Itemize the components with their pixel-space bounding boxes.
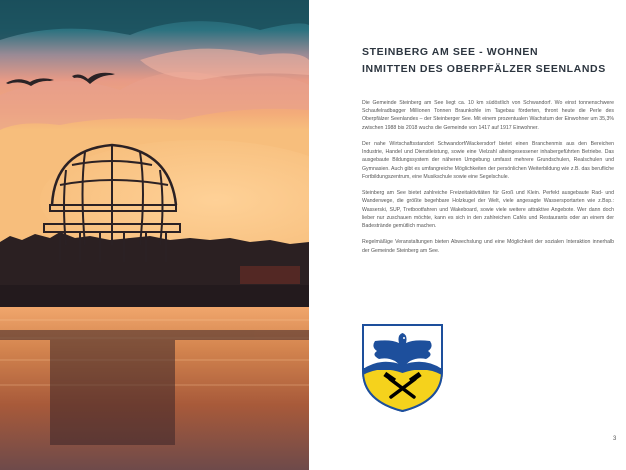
title-line-2: INMITTEN DES OBERPFÄLZER SEENLANDS bbox=[362, 63, 606, 75]
text-page bbox=[309, 0, 626, 470]
paragraph: Regelmäßige Veranstaltungen bieten Abwechslung und eine Möglichkeit der sozialen Interaktion innerhalb der Gemeinde Steinberg am See. bbox=[362, 239, 614, 254]
title-line-1: STEINBERG AM SEE - WOHNEN bbox=[362, 46, 539, 58]
coat-of-arms-icon bbox=[361, 323, 444, 413]
paragraph: Der nahe Wirtschaftsstandort Schwandorf/Wackersdorf bietet einen Branchenmix aus den Bereichen Industrie, Handel und Dienstleistung, sowie eine Vielzahl alteingesessener inhabergeführten Betriebe. Das ausgebaute Bildungssystem der näheren Umgebung umfasst mehrere Grundschulen, Realschulen und Gymnasien. Auch gibt es umfangreiche Möglichkeiten der persönlichen Weiterbildung wie z.B. das berufliche Fortbildungszentrum, eine Musikschule sowie eine Segelschule. bbox=[362, 141, 614, 180]
article-title bbox=[362, 44, 612, 78]
paragraph: Die Gemeinde Steinberg am See liegt ca. 10 km südöstlich von Schwandorf. Wo einst tonnenschwere Schaufelradbagger Millionen Tonnen Braunkohle im Tagebau förderten, thront heute die Perle des Oberpfälzer Seenlandes – der Steinberger See. Mit einem prozentualen Wachstum der Einwohner um 35,3% zwischen 1988 bis 2018 wuchs die Gemeinde von 1417 auf 1917 Einwohner. bbox=[362, 100, 614, 131]
article-body bbox=[362, 99, 614, 263]
paragraph: Steinberg am See bietet zahlreiche Freizeitaktivitäten für Groß und Klein. Perfekt ausgebaute Rad- und Wanderwege, die größte begehbare Holzkugel der Welt, viele angesagte Wassersportarten wie z.Bsp.: Wasserski, SUP, Tretbootfahren und Wakeboard, sowie viele weitere attraktive Angebote. Wer dann doch lieber nur zuschauen möchte, kann es sich in den zahlreichen Cafés und Restaurants oder an einem der Badestrände gemütlich machen. bbox=[362, 190, 614, 230]
page-number: 3 bbox=[613, 436, 617, 442]
lake-sunset-photo bbox=[0, 0, 309, 470]
